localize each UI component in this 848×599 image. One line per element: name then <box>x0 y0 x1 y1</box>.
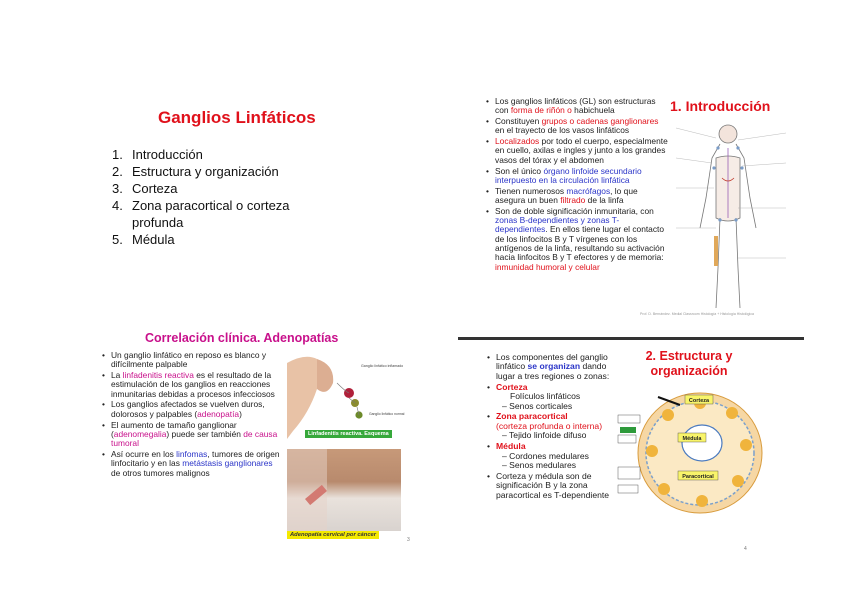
caption-adenopatia: Adenopatía cervical por cáncer <box>287 531 379 539</box>
slide-estructura <box>458 337 804 558</box>
toc-list <box>112 146 322 248</box>
bullet: • Los ganglios linfáticos (GL) son estructuras con forma de riñón o habichuela <box>486 97 670 116</box>
bullet: • Así ocurre en los linfomas, tumores de origen linfocitario y en las metástasis ganglionares de otros tumores malignos <box>102 450 282 478</box>
bullet: • Un ganglio linfático en reposo es blanco y difícilmente palpable <box>102 351 282 370</box>
bullet: • Corteza Folículos linfáticos – Senos corticales <box>487 383 619 411</box>
slide3-title: Correlación clínica. Adenopatías <box>145 331 339 345</box>
bullet: • Constituyen grupos o cadenas ganglionares en el trayecto de los vasos linfáticos <box>486 117 670 136</box>
toc-item: 2. Estructura y organización <box>112 164 279 179</box>
bullet: • Son el único órgano linfoide secundario interpuesto en la circulación linfática <box>486 167 670 186</box>
bullet: • Tienen numerosos macrófagos, lo que asegura un buen filtrado de la linfa <box>486 187 670 206</box>
slide2-title: 1. Introducción <box>670 98 771 114</box>
bullet: • La linfadenitis reactiva es el resultado de la estimulación de los ganglios en reacciones inmunitarias debidas a procesos infecciosos <box>102 371 282 399</box>
bullet: • Localizados por todo el cuerpo, especialmente en cuello, axilas e ingles y junto a los grandes vasos del tórax y el abdomen <box>486 137 670 165</box>
lymph-node-diagram <box>618 385 768 520</box>
clinical-bullets <box>102 351 282 479</box>
bullet: • Son de doble significación inmunitaria, con zonas B-dependientes y zonas T-dependientes. En ellos tiene lugar el contacto de los linfocitos B y T vírgenes con los antígenos de la linfa, resultando su activación hacia linfocitos B y T efectores y de memoria: inmunidad humoral y celular <box>486 207 670 272</box>
structure-bullets <box>487 353 619 502</box>
slide-correlacion <box>95 325 415 555</box>
neck-diagram <box>287 353 405 439</box>
slide3-page: 3 <box>407 537 410 543</box>
bullet: • El aumento de tamaño ganglionar (adenomegalia) puede ser también de causa tumoral <box>102 421 282 449</box>
svg-text:Ganglio linfático normal: Ganglio linfático normal <box>369 412 405 416</box>
slide2-footer: Prof. D. Bernández. Medial Classroom Histología + Histología Histológica <box>640 312 754 316</box>
slide4-title: 2. Estructura y organización <box>645 349 733 378</box>
toc-item: 1. Introducción <box>112 147 203 162</box>
toc-item: 3. Corteza <box>112 181 178 196</box>
toc-item: 4. Zona paracortical o corteza profunda <box>112 198 290 230</box>
svg-text:Ganglio linfático inflamado: Ganglio linfático inflamado <box>361 364 404 368</box>
slide-title <box>95 90 415 290</box>
neck-photo <box>287 449 401 531</box>
svg-text:Paracortical: Paracortical <box>682 474 714 480</box>
bullet: • Zona paracortical (corteza profunda o interna) – Tejido linfoide difuso <box>487 412 619 440</box>
toc-item: 5. Médula <box>112 232 175 247</box>
svg-text:Corteza: Corteza <box>688 398 710 404</box>
bullet: • Los componentes del ganglio linfático se organizan dando lugar a tres regiones o zonas: <box>487 353 619 381</box>
bullet: • Los ganglios afectados se vuelven duros, dolorosos y palpables (adenopatía) <box>102 400 282 419</box>
svg-text:Médula: Médula <box>682 436 702 442</box>
lymphatic-system-figure <box>676 118 786 318</box>
bullet: • Corteza y médula son de significación B y la zona paracortical es T-dependiente <box>487 472 619 500</box>
intro-bullets <box>486 97 670 273</box>
slide4-page: 4 <box>744 546 747 552</box>
slide1-title: Ganglios Linfáticos <box>158 108 316 127</box>
slide-introduccion <box>480 88 800 320</box>
bullet: • Médula – Cordones medulares – Senos medulares <box>487 442 619 470</box>
caption-linfadenitis: Linfadenitis reactiva. Esquema <box>305 430 392 438</box>
